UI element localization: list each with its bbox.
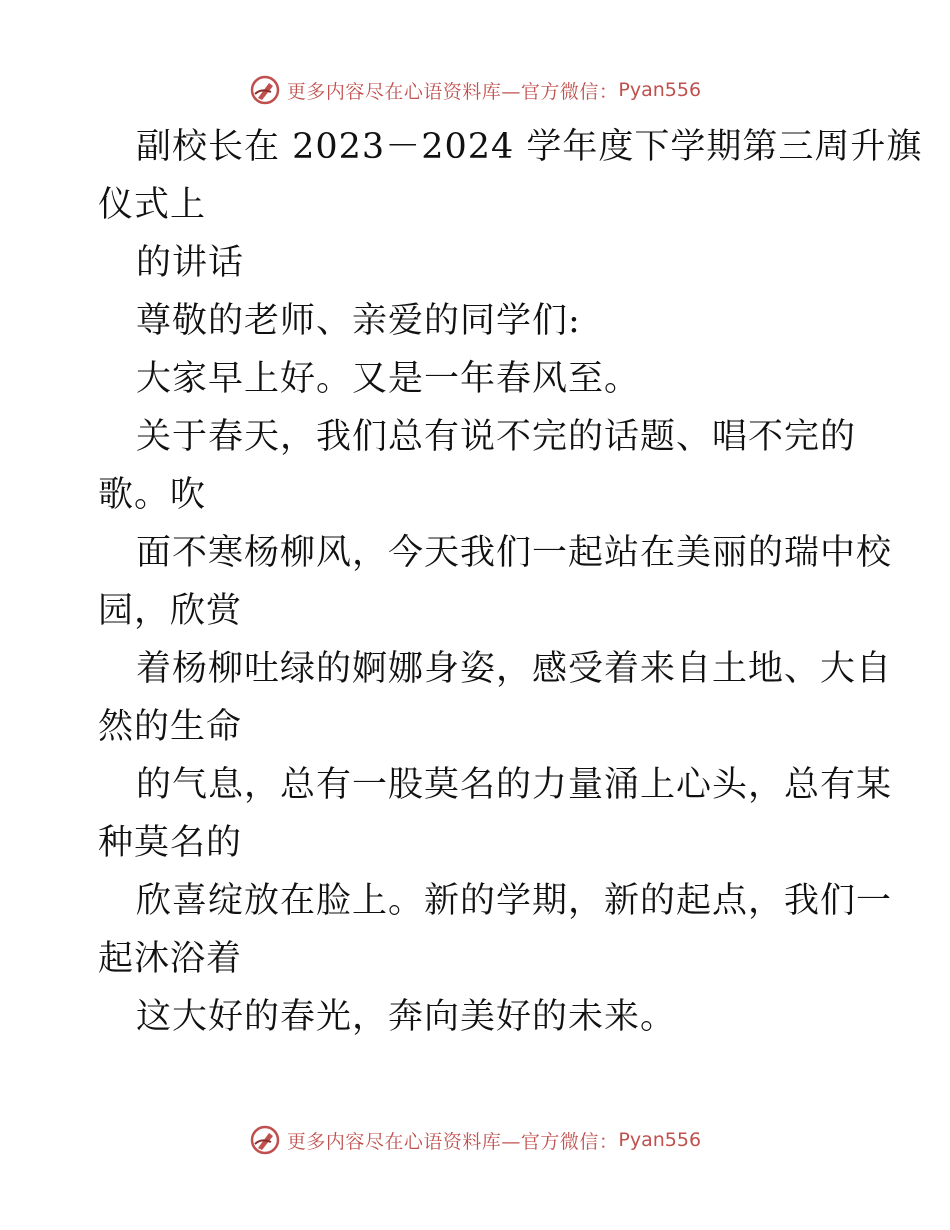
header-watermark-banner	[0, 70, 950, 110]
paragraph-line: 歌。吹	[98, 475, 207, 515]
pen-nib-logo-icon	[249, 74, 281, 106]
paragraph-line: 的气息，总有一股莫名的力量涌上心头，总有某	[136, 765, 893, 805]
paragraph-line: 园，欣赏	[98, 591, 243, 631]
paragraph-line: 大家早上好。又是一年春风至。	[136, 359, 641, 399]
paragraph-line: 起沐浴着	[98, 939, 243, 979]
footer-watermark-banner	[0, 1120, 950, 1160]
paragraph-line: 着杨柳吐绿的婀娜身姿，感受着来自土地、大自	[136, 649, 893, 689]
paragraph-line: 面不寒杨柳风，今天我们一起站在美丽的瑞中校	[136, 533, 893, 573]
wechat-id: Pyan556	[618, 79, 702, 101]
wechat-id: Pyan556	[618, 1129, 702, 1151]
paragraph-line: 然的生命	[98, 707, 243, 747]
title-line: 副校长在 2023－2024 学年度下学期第三周升旗	[136, 127, 923, 167]
pen-nib-logo-icon	[249, 1124, 281, 1156]
paragraph-line: 欣喜绽放在脸上。新的学期，新的起点，我们一	[136, 881, 893, 921]
banner-text: 更多内容尽在心语资料库—官方微信：	[286, 1130, 619, 1153]
title-line: 仪式上	[98, 185, 207, 225]
title-line: 的讲话	[136, 243, 245, 283]
paragraph-line: 关于春天，我们总有说不完的话题、唱不完的	[136, 417, 857, 457]
speech-body	[98, 118, 923, 1046]
paragraph-line: 种莫名的	[98, 823, 243, 863]
paragraph-line: 这大好的春光，奔向美好的未来。	[136, 997, 677, 1037]
banner-text: 更多内容尽在心语资料库—官方微信：	[286, 80, 619, 103]
salutation: 尊敬的老师、亲爱的同学们:	[136, 301, 581, 341]
